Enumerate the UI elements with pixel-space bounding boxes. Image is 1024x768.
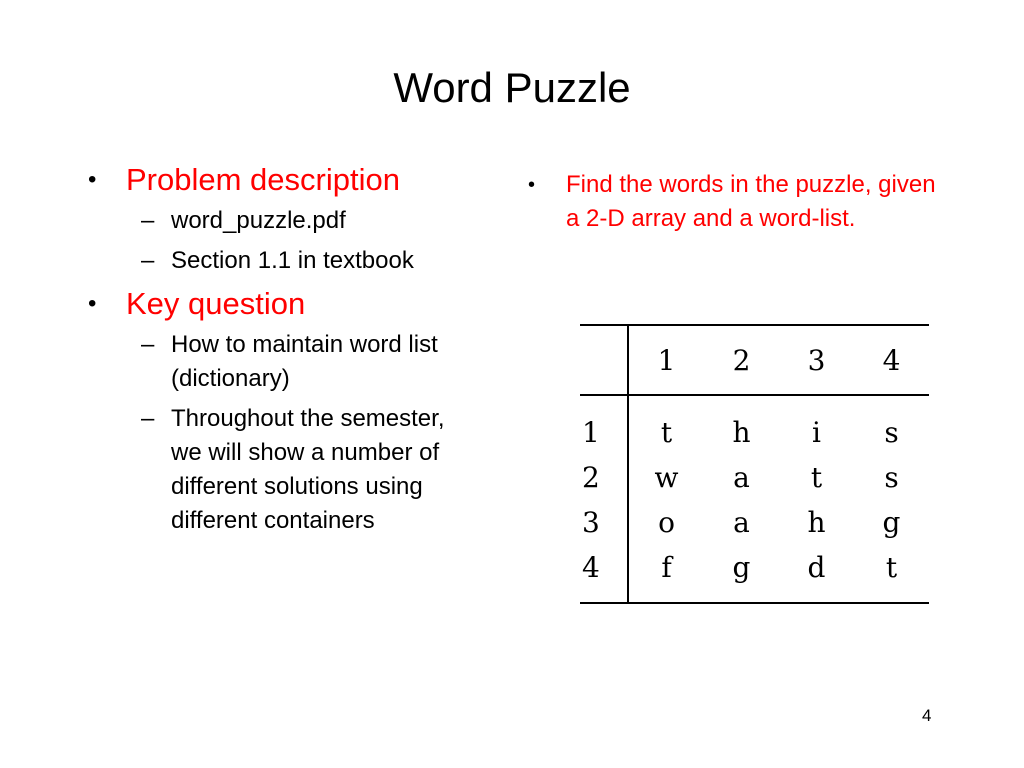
puzzle-header-row [580,325,929,395]
puzzle-col-header: 2 [704,325,779,395]
puzzle-cell: t [810,461,823,494]
dash-icon: – [141,331,155,358]
puzzle-row-header: 3 [580,500,628,545]
puzzle-row-header: 2 [580,455,628,500]
puzzle-cell: d [807,551,826,584]
puzzle-cell: h [807,506,826,539]
sub-bullet [88,328,471,396]
sub-bullet-text: word_puzzle.pdf [171,207,346,234]
right-column [528,168,938,236]
puzzle-row [580,455,929,500]
puzzle-cell: a [733,461,750,494]
bullet-key-question [88,284,488,324]
puzzle-row [580,500,929,545]
sub-bullet-text: How to maintain word list (dictionary) [171,331,438,392]
bullet-text: Find the words in the puzzle, given a 2-D array and a word-list. [566,171,936,232]
bullet-dot-icon: • [88,290,97,317]
puzzle-cell: a [733,506,750,539]
puzzle-row-header: 1 [580,395,628,455]
bullet-find-words [528,168,938,236]
puzzle-cell: t [885,551,898,584]
dash-icon: – [141,247,155,274]
puzzle-cell: s [884,461,899,494]
bullet-problem-description [88,160,488,200]
puzzle-col-header: 1 [628,325,704,395]
puzzle-corner [580,325,628,395]
sub-bullet [88,244,471,278]
puzzle-cell: t [660,416,673,449]
puzzle-cell: g [882,506,901,539]
sub-bullet-text: Section 1.1 in textbook [171,247,414,274]
sub-bullet-text: Throughout the semester, we will show a number of different solutions using different containers [171,405,445,534]
puzzle-cell: o [658,506,675,539]
puzzle-cell: g [732,551,751,584]
puzzle-cell: s [884,416,899,449]
puzzle-cell: w [654,461,679,494]
page-number: 4 [922,706,932,725]
bullet-label: Problem description [126,162,400,197]
puzzle-col-header: 4 [854,325,929,395]
sub-bullet [88,402,471,538]
dash-icon: – [141,207,155,234]
bullet-dot-icon: • [88,166,97,193]
bullet-dot-icon: • [528,174,536,196]
puzzle-row-header: 4 [580,545,628,603]
puzzle-cell: f [661,551,672,584]
bullet-label: Key question [126,286,306,321]
puzzle-col-header: 3 [779,325,854,395]
puzzle-grid [580,324,929,604]
puzzle-row [580,545,929,603]
slide-title: Word Puzzle [393,64,631,111]
puzzle-cell: i [812,416,821,449]
puzzle-cell: h [732,416,751,449]
sub-bullet [88,204,471,238]
dash-icon: – [141,405,155,432]
left-column [88,160,488,544]
puzzle-row [580,395,929,455]
